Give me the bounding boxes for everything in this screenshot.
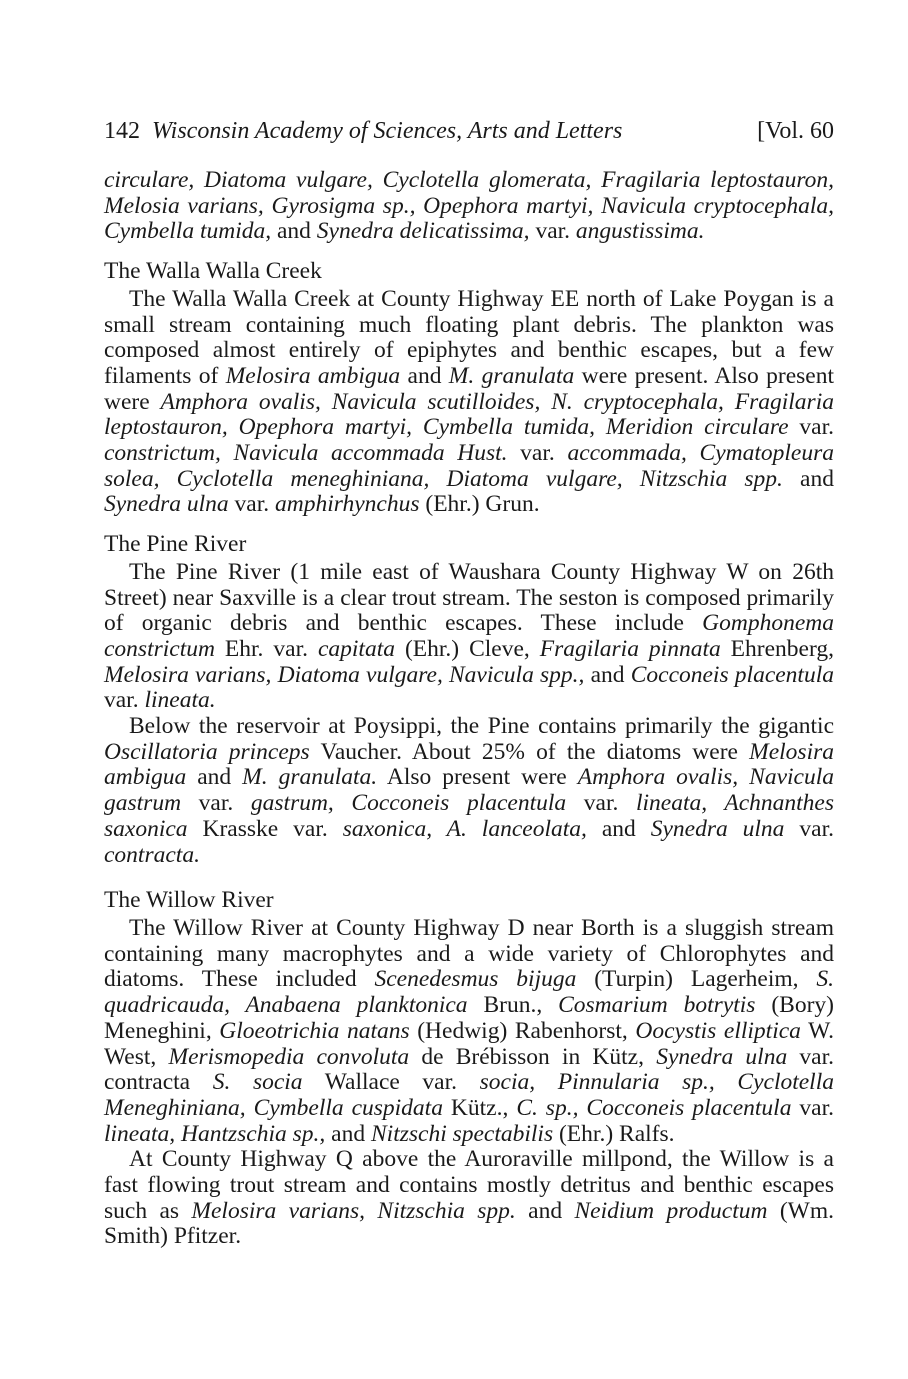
text-run: var.	[507, 440, 568, 467]
intro-paragraph	[104, 168, 834, 245]
text-run: (Hedwig) Rabenhorst,	[409, 1017, 636, 1044]
italic-text-run: Melosira ambigua	[104, 738, 834, 791]
paragraph-willow-river-2	[104, 1147, 834, 1250]
text-run: var.	[529, 218, 576, 245]
text-run: Wallace var.	[302, 1069, 480, 1096]
italic-text-run: C. sp., Cocconeis placentula	[516, 1094, 792, 1121]
italic-text-run: M. granulata.	[242, 764, 378, 791]
text-run: Kütz.,	[442, 1094, 517, 1121]
text-run: and	[782, 465, 834, 492]
text-run: Ehrenberg,	[720, 635, 834, 662]
page-number-and-journal	[104, 116, 622, 146]
text-run: The Willow River at County Highway D near Borth is a sluggish stream containing many macrophytes and a wide variety of Chlorophytes and diatoms. These included	[104, 914, 834, 993]
italic-text-run: M. granulata	[448, 362, 575, 389]
text-run: and	[325, 1120, 371, 1147]
italic-text-run: lineata.	[144, 687, 216, 714]
paragraph-pine-river-2	[104, 714, 834, 868]
italic-text-run: Amphora ovalis, Navicula scutilloides, N. cryptocephala, Fragilaria leptostauron, Opephora martyi, Cymbella tumida, Meridion circulare	[104, 388, 834, 441]
text-run: (Wm. Smith) Pfitzer.	[104, 1197, 834, 1250]
running-head	[104, 116, 834, 146]
italic-text-run: Melosira varians, Diatoma vulgare, Navicula spp.,	[104, 661, 585, 688]
text-run: and	[515, 1197, 575, 1224]
heading-pine-river: The Pine River	[104, 531, 247, 558]
italic-text-run: Synedra ulna	[104, 491, 229, 518]
text-run: (Ehr.) Grun.	[419, 491, 540, 518]
italic-text-run: saxonica, A. lanceolata,	[342, 815, 587, 842]
text-run: At County Highway Q above the Auroraville millpond, the Willow is a fast flowing trout stream and contains mostly detritus and benthic escapes such as	[104, 1146, 834, 1224]
text-run: Vaucher. About 25% of the diatoms were	[309, 738, 750, 765]
italic-text-run: Gloeotrichia natans	[219, 1017, 410, 1044]
italic-text-run: Scenedesmus bijuga	[374, 966, 577, 993]
text-run: The Pine River (1 mile east of Waushara County Highway W on 26th Street) near Saxville is a clear trout stream. The seston is composed primarily of organic debris and benthic escapes. These include	[104, 558, 834, 637]
heading-walla-walla-creek: The Walla Walla Creek	[104, 258, 322, 285]
italic-text-run: lineata, Hantzschia sp.,	[104, 1120, 326, 1147]
text-run: (Ehr.) Ralfs.	[553, 1120, 675, 1147]
text-run: and	[584, 661, 631, 688]
italic-text-run: gastrum, Cocconeis placentula	[250, 790, 567, 817]
page	[104, 116, 834, 1250]
text-run: var.	[228, 491, 276, 518]
text-run: Brun.,	[467, 992, 559, 1019]
text-run: (Ehr.) Cleve,	[394, 635, 540, 662]
text-run: Krasske var.	[187, 815, 343, 842]
italic-text-run: Synedra ulna	[656, 1043, 788, 1070]
italic-text-run: lineata, Achnanthes saxonica	[104, 790, 834, 842]
text-run: and	[586, 815, 651, 842]
paragraph-walla-walla-creek	[104, 287, 834, 518]
italic-text-run: Cocconeis placentula	[630, 661, 834, 688]
paragraph-pine-river-1	[104, 560, 834, 714]
italic-text-run: Cosmarium botrytis	[558, 992, 756, 1019]
text-run: var.	[104, 687, 145, 714]
text-run: and	[400, 362, 449, 389]
text-run: (Bory) Meneghini,	[104, 992, 835, 1044]
italic-text-run: socia, Pinnularia sp., Cyclotella Meneghiniana, Cymbella cuspidata	[104, 1069, 834, 1121]
italic-text-run: S. quadricauda, Anabaena planktonica	[104, 966, 834, 1019]
italic-text-run: Merismopedia convoluta	[168, 1043, 410, 1070]
italic-text-run: Gomphonema constrictum	[104, 610, 834, 662]
text-run: were present. Also present were	[104, 362, 835, 415]
text-run: Ehr. var.	[214, 635, 318, 662]
italic-text-run: circulare, Diatoma vulgare, Cyclotella glomerata, Fragilaria leptostauron, Melosia varians, Gyrosigma sp., Opephora martyi, Navicula cryptocephala, Cymbella tumida,	[104, 167, 834, 245]
text-run: The Walla Walla Creek at County Highway EE north of Lake Poygan is a small stream containing much floating plant debris. The plankton was composed almost entirely of epiphytes and benthic escapes, but a few filaments of	[104, 285, 834, 389]
text-run: var.	[566, 790, 636, 817]
italic-text-run: S. socia	[212, 1069, 303, 1096]
text-run: and	[271, 218, 317, 245]
italic-text-run: accommada, Cymatopleura solea, Cyclotella meneghiniana, Diatoma vulgare, Nitzschia spp.	[104, 440, 834, 492]
text-run: var.	[181, 790, 251, 817]
italic-text-run: constrictum, Navicula accommada Hust.	[104, 440, 508, 467]
heading-willow-river: The Willow River	[104, 887, 274, 914]
italic-text-run: Oocystis elliptica	[635, 1017, 801, 1044]
text-run: Also present were	[377, 764, 578, 791]
italic-text-run: Nitzschi spectabilis	[370, 1120, 554, 1147]
journal-title: Wisconsin Academy of Sciences, Arts and Letters	[152, 118, 623, 144]
italic-text-run: amphirhynchus	[275, 491, 420, 518]
page-number: 142	[104, 118, 140, 144]
italic-text-run: contracta.	[104, 841, 200, 868]
text-run: var.	[791, 1094, 834, 1121]
italic-text-run: Melosira ambigua	[225, 362, 401, 389]
italic-text-run: Synedra delicatissima,	[316, 218, 530, 245]
text-run: Below the reservoir at Poysippi, the Pine contains primarily the gigantic	[129, 713, 834, 740]
italic-text-run: capitata	[317, 635, 395, 662]
italic-text-run: angustissima.	[575, 218, 705, 245]
italic-text-run: Fragilaria pinnata	[539, 635, 721, 662]
italic-text-run: Neidium productum	[574, 1197, 768, 1224]
text-run: de Brébisson in Kütz,	[409, 1043, 657, 1070]
italic-text-run: Amphora ovalis, Navicula gastrum	[104, 764, 835, 817]
text-run: var.	[788, 414, 834, 441]
text-run: var. contracta	[104, 1043, 834, 1096]
paragraph-willow-river-1	[104, 916, 834, 1147]
italic-text-run: Synedra ulna	[650, 815, 785, 842]
italic-text-run: Melosira varians, Nitzschia spp.	[191, 1197, 516, 1224]
text-run: W. West,	[104, 1017, 834, 1070]
volume-label: [Vol. 60	[757, 118, 834, 144]
text-run: and	[186, 764, 243, 791]
text-run: (Turpin) Lagerheim,	[576, 966, 817, 993]
text-run: var.	[784, 815, 834, 842]
italic-text-run: Oscillatoria princeps	[104, 738, 310, 765]
